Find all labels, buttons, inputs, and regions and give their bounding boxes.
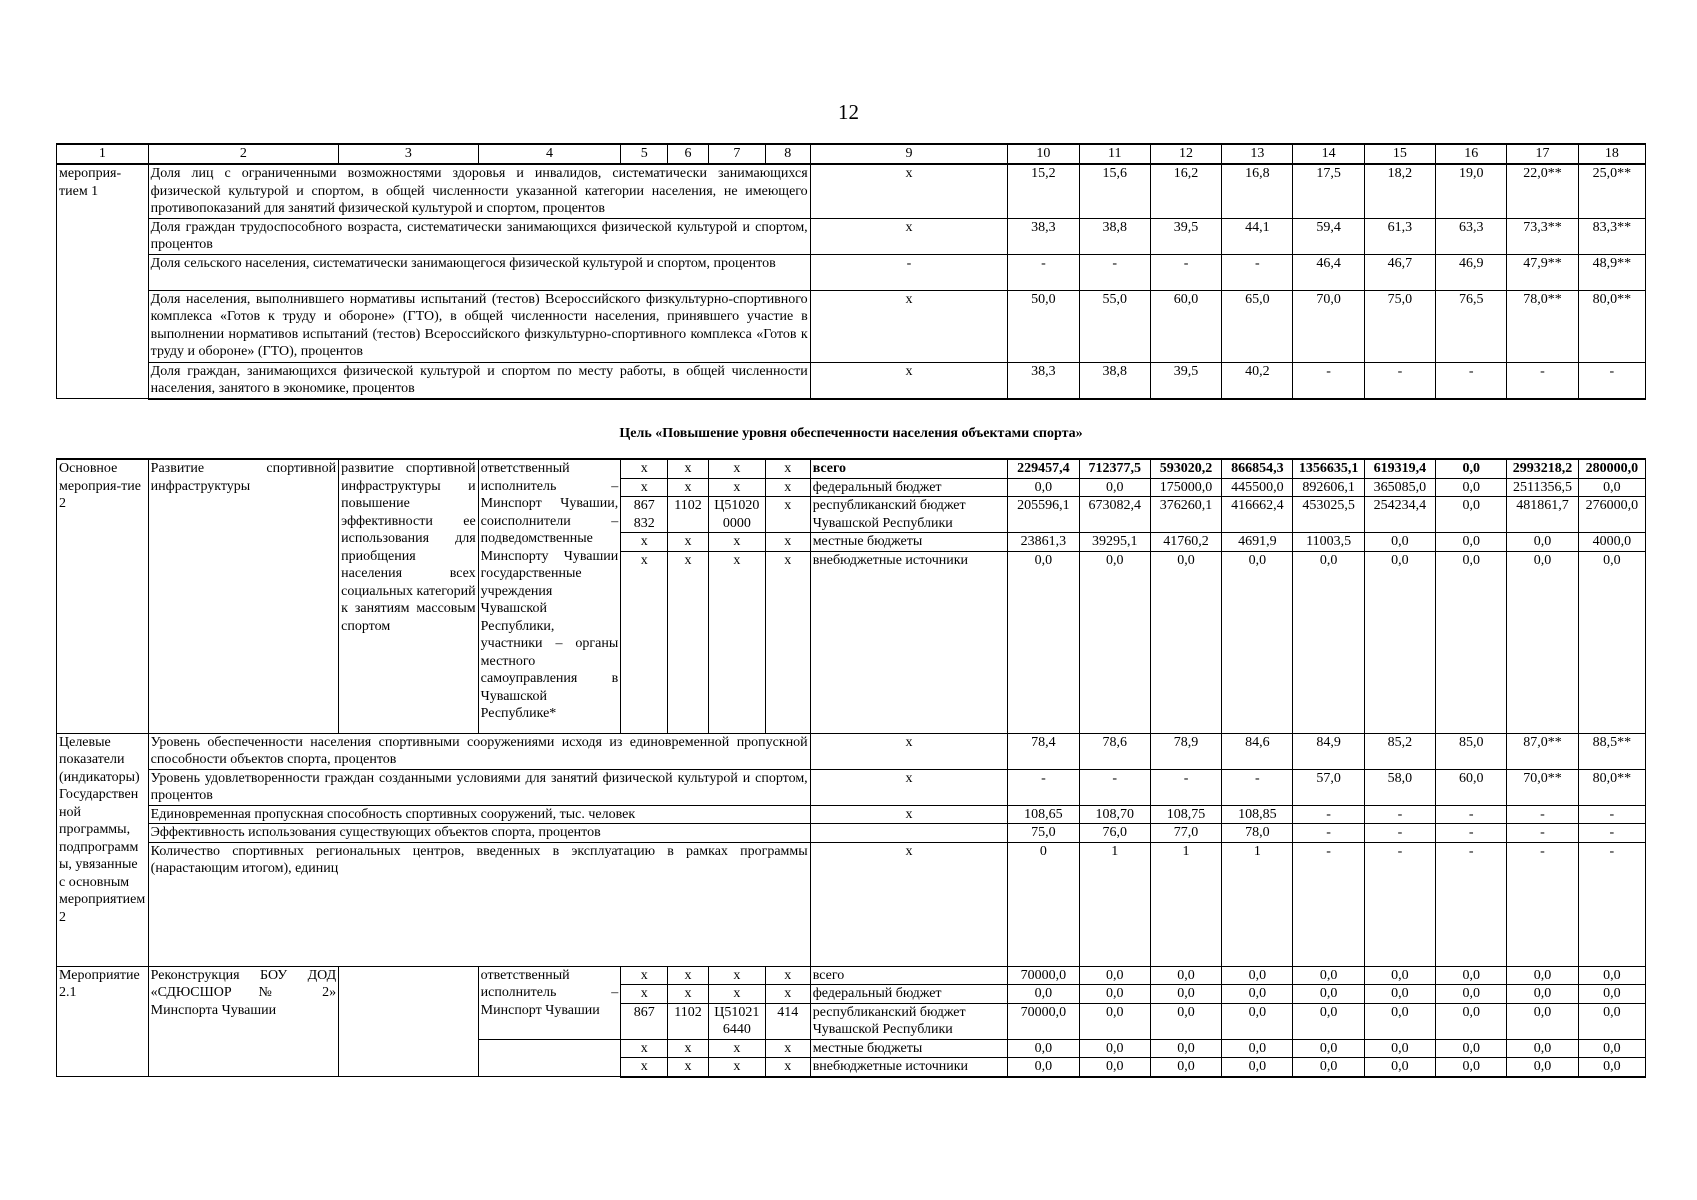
cell: 175000,0 xyxy=(1150,478,1221,497)
cell: 1 xyxy=(1150,842,1221,966)
cell: 38,8 xyxy=(1079,362,1150,399)
indicator-text: Доля населения, выполнившего нормативы испытаний (тестов) Всероссийского физкультурно-спортивного комплекса «Готов к труду и обороне» (ГТО), в общей численности населения, принявшего участие в выполнении нормативов испытаний (тестов) Всероссийского физкультурно-спортивного комплекса «Готов к труду и обороне» (ГТО), процентов xyxy=(148,290,810,362)
cell: - xyxy=(1293,362,1364,399)
block2-label: Основное мероприя-тие 2 xyxy=(57,459,149,733)
cell: 0,0 xyxy=(1507,985,1578,1004)
empty-cell xyxy=(478,1039,621,1077)
cell: 0,0 xyxy=(1079,551,1150,733)
cell: 1 xyxy=(1222,842,1293,966)
cell: 593020,2 xyxy=(1150,459,1221,478)
cell: x xyxy=(621,966,668,985)
cell: x xyxy=(621,478,668,497)
cell: x xyxy=(668,478,709,497)
cell: 280000,0 xyxy=(1578,459,1645,478)
cell: 78,0 xyxy=(1222,824,1293,843)
cell: 16,2 xyxy=(1150,164,1221,218)
cell: 0,0 xyxy=(1222,1003,1293,1039)
cell: 108,70 xyxy=(1079,805,1150,824)
cell: 25,0** xyxy=(1578,164,1645,218)
cell: 1102 xyxy=(668,1003,709,1039)
cell: x xyxy=(668,551,709,733)
col-num: 12 xyxy=(1150,144,1221,164)
table-row xyxy=(57,842,1646,966)
cell: x xyxy=(621,1058,668,1077)
cell: 22,0** xyxy=(1507,164,1578,218)
indicator-text: Количество спортивных региональных центров, введенных в эксплуатацию в рамках программы (нарастающим итогом), единиц xyxy=(148,842,810,966)
cell: 18,2 xyxy=(1364,164,1435,218)
col-num: 14 xyxy=(1293,144,1364,164)
cell: - xyxy=(1008,769,1079,805)
cell: x xyxy=(668,533,709,552)
cell: 38,3 xyxy=(1008,218,1079,254)
source-label: федеральный бюджет xyxy=(810,985,1008,1004)
cell: 39295,1 xyxy=(1079,533,1150,552)
cell: 17,5 xyxy=(1293,164,1364,218)
cell: 0,0 xyxy=(1507,1058,1578,1077)
cell: x xyxy=(765,985,810,1004)
cell: 867 xyxy=(621,1003,668,1039)
col-num: 8 xyxy=(765,144,810,164)
cell: x xyxy=(708,1039,765,1058)
cell: 453025,5 xyxy=(1293,497,1364,533)
cell: 0,0 xyxy=(1008,1058,1079,1077)
cell: x xyxy=(668,966,709,985)
cell: 60,0 xyxy=(1150,290,1221,362)
cell: 229457,4 xyxy=(1008,459,1079,478)
cell: 80,0** xyxy=(1578,290,1645,362)
cell: 47,9** xyxy=(1507,254,1578,290)
cell: x xyxy=(810,805,1008,824)
cell: 0,0 xyxy=(1507,966,1578,985)
cell: 88,5** xyxy=(1578,733,1645,769)
cell: 0,0 xyxy=(1364,966,1435,985)
cell: 1102 xyxy=(668,497,709,533)
source-label: местные бюджеты xyxy=(810,533,1008,552)
cell: 0 xyxy=(1008,842,1079,966)
cell: 0,0 xyxy=(1507,533,1578,552)
cell: 83,3** xyxy=(1578,218,1645,254)
cell: 78,9 xyxy=(1150,733,1221,769)
cell: 0,0 xyxy=(1008,1039,1079,1058)
cell: 0,0 xyxy=(1578,1003,1645,1039)
cell: 205596,1 xyxy=(1008,497,1079,533)
cell: - xyxy=(1008,254,1079,290)
indicator-text: Эффективность использования существующих объектов спорта, процентов xyxy=(148,824,810,843)
table-top xyxy=(56,143,1646,400)
cell: 0,0 xyxy=(1507,1003,1578,1039)
cell: 23861,3 xyxy=(1008,533,1079,552)
cell: 59,4 xyxy=(1293,218,1364,254)
cell: 75,0 xyxy=(1008,824,1079,843)
cell: x xyxy=(708,985,765,1004)
cell: 481861,7 xyxy=(1507,497,1578,533)
cell: x xyxy=(765,1039,810,1058)
block2-purpose: развитие спортивной инфраструктуры и повышение эффективности ее использования для приобщения населения всех социальных категорий к занятиям массовым спортом xyxy=(339,459,479,733)
cell: 0,0 xyxy=(1079,1039,1150,1058)
cell: 0,0 xyxy=(1364,985,1435,1004)
table-row xyxy=(57,254,1646,290)
cell: 619319,4 xyxy=(1364,459,1435,478)
cell: 0,0 xyxy=(1079,966,1150,985)
cell: 365085,0 xyxy=(1364,478,1435,497)
cell: 1 xyxy=(1079,842,1150,966)
cell: 48,9** xyxy=(1578,254,1645,290)
cell: x xyxy=(765,459,810,478)
cell: 4691,9 xyxy=(1222,533,1293,552)
cell: 414 xyxy=(765,1003,810,1039)
cell: 76,0 xyxy=(1079,824,1150,843)
cell: 0,0 xyxy=(1364,1003,1435,1039)
cell: x xyxy=(810,218,1008,254)
cell: 85,2 xyxy=(1364,733,1435,769)
cell: 0,0 xyxy=(1008,551,1079,733)
cell: 0,0 xyxy=(1436,966,1507,985)
table-row xyxy=(57,769,1646,805)
cell: 70000,0 xyxy=(1008,966,1079,985)
cell: 1356635,1 xyxy=(1293,459,1364,478)
cell xyxy=(810,824,1008,843)
cell: 75,0 xyxy=(1364,290,1435,362)
cell: x xyxy=(765,551,810,733)
cell: 63,3 xyxy=(1436,218,1507,254)
col-num: 10 xyxy=(1008,144,1079,164)
cell: 445500,0 xyxy=(1222,478,1293,497)
block1-label: мероприя-тием 1 xyxy=(57,164,149,399)
col-num: 17 xyxy=(1507,144,1578,164)
cell: - xyxy=(1507,805,1578,824)
cell: - xyxy=(1436,842,1507,966)
cell: - xyxy=(810,254,1008,290)
cell: - xyxy=(1079,254,1150,290)
cell: 58,0 xyxy=(1364,769,1435,805)
cell: 0,0 xyxy=(1150,966,1221,985)
cell: 0,0 xyxy=(1222,985,1293,1004)
cell: 55,0 xyxy=(1079,290,1150,362)
cell: 65,0 xyxy=(1222,290,1293,362)
cell: 0,0 xyxy=(1293,1003,1364,1039)
cell: 41760,2 xyxy=(1150,533,1221,552)
cell: 78,6 xyxy=(1079,733,1150,769)
cell: 867 832 xyxy=(621,497,668,533)
col-num: 5 xyxy=(621,144,668,164)
cell: 108,65 xyxy=(1008,805,1079,824)
table-row xyxy=(57,733,1646,769)
source-label: республиканский бюджет Чувашской Республики xyxy=(810,497,1008,533)
cell: 78,4 xyxy=(1008,733,1079,769)
cell: 0,0 xyxy=(1578,1039,1645,1058)
cell: - xyxy=(1293,842,1364,966)
cell: 70,0** xyxy=(1507,769,1578,805)
cell: 84,6 xyxy=(1222,733,1293,769)
col-num: 6 xyxy=(668,144,709,164)
block4-purpose xyxy=(339,966,479,1077)
cell: 0,0 xyxy=(1436,551,1507,733)
cell: - xyxy=(1150,769,1221,805)
col-num: 11 xyxy=(1079,144,1150,164)
table-row xyxy=(57,290,1646,362)
cell: 0,0 xyxy=(1507,551,1578,733)
cell: 254234,4 xyxy=(1364,497,1435,533)
cell: 0,0 xyxy=(1008,478,1079,497)
cell: 0,0 xyxy=(1364,1058,1435,1077)
cell: 2993218,2 xyxy=(1507,459,1578,478)
cell: 0,0 xyxy=(1293,966,1364,985)
cell: 0,0 xyxy=(1578,478,1645,497)
source-label: республиканский бюджет Чувашской Республики xyxy=(810,1003,1008,1039)
cell: 673082,4 xyxy=(1079,497,1150,533)
cell: 0,0 xyxy=(1293,1039,1364,1058)
cell: 46,7 xyxy=(1364,254,1435,290)
cell: 0,0 xyxy=(1436,1058,1507,1077)
col-num: 13 xyxy=(1222,144,1293,164)
cell: 11003,5 xyxy=(1293,533,1364,552)
cell: - xyxy=(1150,254,1221,290)
cell: - xyxy=(1578,362,1645,399)
cell: 0,0 xyxy=(1079,985,1150,1004)
cell: - xyxy=(1436,824,1507,843)
cell: 77,0 xyxy=(1150,824,1221,843)
cell: 866854,3 xyxy=(1222,459,1293,478)
cell: - xyxy=(1222,254,1293,290)
cell: 0,0 xyxy=(1578,966,1645,985)
cell: x xyxy=(810,733,1008,769)
cell: x xyxy=(621,459,668,478)
cell: 40,2 xyxy=(1222,362,1293,399)
cell: x xyxy=(668,985,709,1004)
cell: 376260,1 xyxy=(1150,497,1221,533)
cell: x xyxy=(621,1039,668,1058)
cell: x xyxy=(708,533,765,552)
cell: x xyxy=(765,478,810,497)
cell: 0,0 xyxy=(1578,985,1645,1004)
source-label: местные бюджеты xyxy=(810,1039,1008,1058)
cell: 61,3 xyxy=(1364,218,1435,254)
cell: 0,0 xyxy=(1436,985,1507,1004)
indicator-text: Доля граждан трудоспособного возраста, систематически занимающихся физической культурой и спортом, процентов xyxy=(148,218,810,254)
cell: 2511356,5 xyxy=(1507,478,1578,497)
cell: 0,0 xyxy=(1293,985,1364,1004)
cell: Ц51020 0000 xyxy=(708,497,765,533)
cell: 108,75 xyxy=(1150,805,1221,824)
cell: 46,4 xyxy=(1293,254,1364,290)
cell: 57,0 xyxy=(1293,769,1364,805)
cell: 15,2 xyxy=(1008,164,1079,218)
indicator-text: Уровень удовлетворенности граждан созданными условиями для занятий физической культурой и спортом, процентов xyxy=(148,769,810,805)
source-label: федеральный бюджет xyxy=(810,478,1008,497)
cell: x xyxy=(810,769,1008,805)
cell: x xyxy=(708,1058,765,1077)
cell: 15,6 xyxy=(1079,164,1150,218)
table-row xyxy=(57,459,1646,478)
cell: 0,0 xyxy=(1436,1003,1507,1039)
cell: 0,0 xyxy=(1079,478,1150,497)
source-label: внебюджетные источники xyxy=(810,551,1008,733)
cell: x xyxy=(668,1039,709,1058)
cell: 39,5 xyxy=(1150,218,1221,254)
col-num: 4 xyxy=(478,144,621,164)
cell: 78,0** xyxy=(1507,290,1578,362)
cell: x xyxy=(708,551,765,733)
block1-rows xyxy=(57,164,1646,399)
cell: - xyxy=(1079,769,1150,805)
cell: 16,8 xyxy=(1222,164,1293,218)
col-num: 18 xyxy=(1578,144,1645,164)
indicator-text: Доля лиц с ограниченными возможностями здоровья и инвалидов, систематически занимающихся физической культурой и спортом, в общей численности указанной категории населения, не имеющего противопоказаний для занятий физической культурой и спортом, процентов xyxy=(148,164,810,218)
col-num: 3 xyxy=(339,144,479,164)
cell: 0,0 xyxy=(1150,1039,1221,1058)
cell: - xyxy=(1364,362,1435,399)
cell: Ц51021 6440 xyxy=(708,1003,765,1039)
col-num: 9 xyxy=(810,144,1008,164)
cell: 38,3 xyxy=(1008,362,1079,399)
cell: - xyxy=(1578,824,1645,843)
cell: 0,0 xyxy=(1150,551,1221,733)
table-row xyxy=(57,824,1646,843)
block2-responsible: ответственный исполнитель – Минспорт Чувашии, соисполнители – подведомственные Минспорту Чувашии государственные учреждения Чувашской Республики, участники – органы местного самоуправления в Чувашской Республике* xyxy=(478,459,621,733)
cell: 0,0 xyxy=(1079,1058,1150,1077)
indicator-text: Уровень обеспеченности населения спортивными сооружениями исходя из единовременной пропускной способности объектов спорта, процентов xyxy=(148,733,810,769)
cell: x xyxy=(765,497,810,533)
table-row xyxy=(57,805,1646,824)
source-label: внебюджетные источники xyxy=(810,1058,1008,1077)
source-label: всего xyxy=(810,966,1008,985)
cell: - xyxy=(1507,824,1578,843)
cell: x xyxy=(810,290,1008,362)
cell: - xyxy=(1364,805,1435,824)
cell: 0,0 xyxy=(1578,1058,1645,1077)
cell: x xyxy=(810,164,1008,218)
cell: 38,8 xyxy=(1079,218,1150,254)
cell: 0,0 xyxy=(1222,551,1293,733)
cell: 0,0 xyxy=(1222,1058,1293,1077)
block4-name: Реконструкция БОУ ДОД «СДЮСШОР № 2» Минспорта Чувашии xyxy=(148,966,338,1077)
cell: 416662,4 xyxy=(1222,497,1293,533)
cell: 0,0 xyxy=(1364,551,1435,733)
cell: x xyxy=(668,1058,709,1077)
cell: 0,0 xyxy=(1293,1058,1364,1077)
cell: 892606,1 xyxy=(1293,478,1364,497)
cell: x xyxy=(621,985,668,1004)
cell: 712377,5 xyxy=(1079,459,1150,478)
cell: 0,0 xyxy=(1222,1039,1293,1058)
col-num: 16 xyxy=(1436,144,1507,164)
cell: 0,0 xyxy=(1079,1003,1150,1039)
cell: 60,0 xyxy=(1436,769,1507,805)
cell: 0,0 xyxy=(1150,1058,1221,1077)
page-number: 12 xyxy=(838,100,859,124)
table-row xyxy=(57,362,1646,399)
cell: x xyxy=(765,1058,810,1077)
cell: - xyxy=(1578,805,1645,824)
cell: 0,0 xyxy=(1436,497,1507,533)
cell: - xyxy=(1436,362,1507,399)
cell: x xyxy=(810,362,1008,399)
cell: - xyxy=(1364,824,1435,843)
block4-responsible: ответственный исполнитель – Минспорт Чувашии xyxy=(478,966,621,1039)
cell: 70000,0 xyxy=(1008,1003,1079,1039)
indicator-text: Единовременная пропускная способность спортивных сооружений, тыс. человек xyxy=(148,805,810,824)
table-bottom xyxy=(56,458,1646,1078)
cell: 50,0 xyxy=(1008,290,1079,362)
col-num: 15 xyxy=(1364,144,1435,164)
cell: x xyxy=(668,459,709,478)
cell: 44,1 xyxy=(1222,218,1293,254)
cell: 85,0 xyxy=(1436,733,1507,769)
block3-label: Целевые показатели (индикаторы) Государственной программы, подпрограммы, увязанные с основным мероприятием 2 xyxy=(57,733,149,966)
cell: 80,0** xyxy=(1578,769,1645,805)
cell: 0,0 xyxy=(1436,478,1507,497)
cell: - xyxy=(1507,842,1578,966)
cell: x xyxy=(708,966,765,985)
col-num: 7 xyxy=(708,144,765,164)
indicator-text: Доля сельского населения, систематически занимающегося физической культурой и спортом, процентов xyxy=(148,254,810,290)
cell: 108,85 xyxy=(1222,805,1293,824)
cell: 0,0 xyxy=(1364,1039,1435,1058)
table-row xyxy=(57,218,1646,254)
cell: 46,9 xyxy=(1436,254,1507,290)
cell: - xyxy=(1436,805,1507,824)
column-number-row xyxy=(57,144,1646,164)
cell: 84,9 xyxy=(1293,733,1364,769)
cell: 0,0 xyxy=(1436,533,1507,552)
cell: 4000,0 xyxy=(1578,533,1645,552)
cell: 0,0 xyxy=(1293,551,1364,733)
cell: 0,0 xyxy=(1222,966,1293,985)
block4-label: Мероприятие 2.1 xyxy=(57,966,149,1077)
cell: x xyxy=(621,533,668,552)
cell: - xyxy=(1293,824,1364,843)
goal-title: Цель «Повышение уровня обеспеченности населения объектами спорта» xyxy=(619,426,1083,441)
source-label: всего xyxy=(810,459,1008,478)
cell: x xyxy=(621,551,668,733)
cell: 276000,0 xyxy=(1578,497,1645,533)
col-num: 2 xyxy=(148,144,338,164)
cell: 73,3** xyxy=(1507,218,1578,254)
cell: 0,0 xyxy=(1436,1039,1507,1058)
cell: 0,0 xyxy=(1150,1003,1221,1039)
cell: - xyxy=(1364,842,1435,966)
cell: - xyxy=(1293,805,1364,824)
cell: 0,0 xyxy=(1008,985,1079,1004)
cell: 76,5 xyxy=(1436,290,1507,362)
table-row xyxy=(57,164,1646,218)
cell: x xyxy=(765,533,810,552)
cell: 0,0 xyxy=(1436,459,1507,478)
cell: 0,0 xyxy=(1578,551,1645,733)
cell: x xyxy=(810,842,1008,966)
cell: 70,0 xyxy=(1293,290,1364,362)
cell: - xyxy=(1507,362,1578,399)
indicator-text: Доля граждан, занимающихся физической культурой и спортом по месту работы, в общей численности населения, занятого в экономике, процентов xyxy=(148,362,810,399)
col-num: 1 xyxy=(57,144,149,164)
cell: 0,0 xyxy=(1150,985,1221,1004)
cell: 19,0 xyxy=(1436,164,1507,218)
block2-name: Развитие спортивной инфраструктуры xyxy=(148,459,338,733)
cell: 0,0 xyxy=(1507,1039,1578,1058)
cell: - xyxy=(1222,769,1293,805)
cell: - xyxy=(1578,842,1645,966)
cell: x xyxy=(708,459,765,478)
cell: 87,0** xyxy=(1507,733,1578,769)
cell: 0,0 xyxy=(1364,533,1435,552)
table-row xyxy=(57,966,1646,985)
cell: 39,5 xyxy=(1150,362,1221,399)
cell: x xyxy=(708,478,765,497)
cell: x xyxy=(765,966,810,985)
